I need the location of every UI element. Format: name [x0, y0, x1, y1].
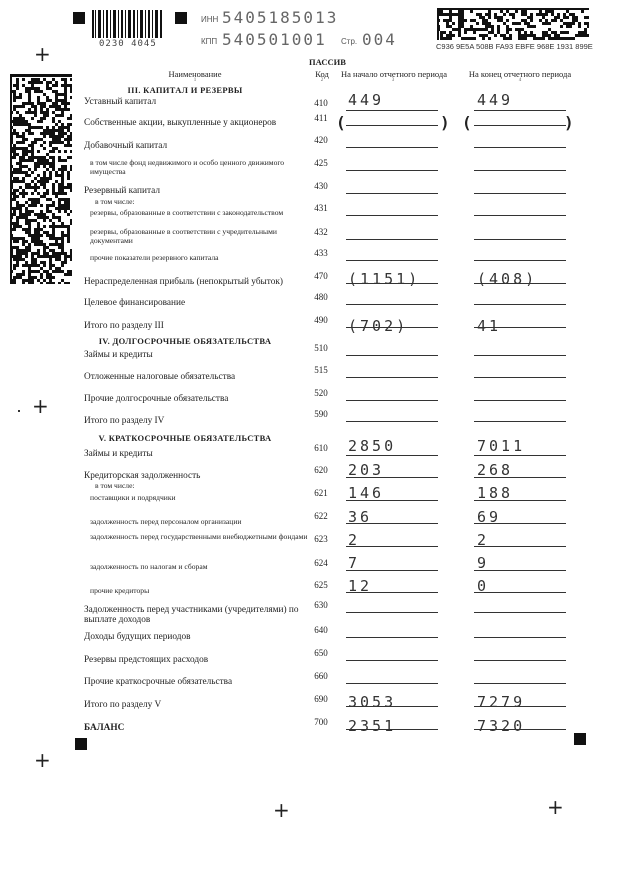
- row-code: 470: [314, 271, 328, 281]
- row-code: 433: [314, 248, 328, 258]
- start-value-underline: [346, 110, 438, 111]
- start-value-underline: [346, 125, 438, 126]
- row-code: 650: [314, 648, 328, 658]
- row-label: в том числе:: [95, 481, 135, 490]
- start-value: 12: [348, 577, 373, 595]
- row-code: 480: [314, 292, 328, 302]
- registration-marker-bottom-left: [75, 738, 87, 750]
- datamatrix-barcode-icon: [437, 8, 589, 40]
- crosshair-mark: +: [32, 394, 49, 418]
- form-code: 0230 4045: [99, 39, 157, 49]
- end-value-underline: [474, 260, 566, 261]
- row-code: 490: [314, 315, 328, 325]
- row-label: Уставный капитал: [84, 97, 157, 107]
- end-value: 7320: [477, 717, 526, 735]
- crosshair-mark: +: [547, 795, 564, 819]
- start-value-underline: [346, 683, 438, 684]
- registration-marker-top-middle: [175, 12, 187, 24]
- start-value-underline: [346, 377, 438, 378]
- start-value: 36: [348, 508, 373, 526]
- col-code-num: 2: [320, 78, 324, 83]
- end-value-underline: [474, 215, 566, 216]
- end-value-underline: [474, 683, 566, 684]
- end-value: 69: [477, 508, 502, 526]
- start-value: (1151): [348, 270, 421, 288]
- end-value-underline: [474, 455, 566, 456]
- row-label: резервы, образованные в соответствии с законодательством: [90, 208, 284, 217]
- start-value-underline: [346, 660, 438, 661]
- row-code: 640: [314, 625, 328, 635]
- end-value: 188: [477, 484, 514, 502]
- col-name-header: Наименование: [168, 69, 222, 79]
- end-value-underline: [474, 355, 566, 356]
- page-label: Стр.: [341, 37, 358, 46]
- start-value-underline: [346, 147, 438, 148]
- start-value: 203: [348, 461, 385, 479]
- crosshair-mark: +: [273, 798, 290, 822]
- col-start-num: 3: [391, 78, 395, 83]
- start-value-underline: [346, 355, 438, 356]
- start-value: 146: [348, 484, 385, 502]
- end-value-underline: [474, 304, 566, 305]
- document-hash: C936 9E5A 508B FA93 EBFE 968E 1931 899E: [436, 42, 593, 51]
- row-label: Целевое финансирование: [84, 298, 186, 308]
- vertical-barcode-icon: [10, 74, 72, 284]
- row-code: 431: [314, 203, 328, 213]
- row-label: БАЛАНС: [84, 723, 125, 733]
- row-label: Прочие долгосрочные обязательства: [84, 394, 229, 404]
- end-value-underline: [474, 125, 566, 126]
- row-code: 621: [314, 488, 328, 498]
- row-code: 410: [314, 98, 328, 108]
- row-code: 520: [314, 388, 328, 398]
- start-value: (702): [348, 317, 409, 335]
- row-code: 515: [314, 365, 328, 375]
- section-title: ПАССИВ: [309, 57, 346, 67]
- row-label: Итого по разделу III: [84, 321, 164, 331]
- row-code: 623: [314, 534, 328, 544]
- start-value-underline: [346, 304, 438, 305]
- end-value-underline: [474, 110, 566, 111]
- section-heading: IV. ДОЛГОСРОЧНЫЕ ОБЯЗАТЕЛЬСТВА: [98, 336, 272, 346]
- row-label: Добавочный капитал: [84, 141, 168, 151]
- col-end-header: На конец отчетного периода: [468, 69, 572, 79]
- parenthesis-mark: (: [336, 113, 346, 132]
- row-label: поставщики и подрядчики: [90, 493, 176, 502]
- row-label: в том числе фонд недвижимого и особо ценного движимого имущества: [90, 158, 285, 176]
- section-heading: V. КРАТКОСРОЧНЫЕ ОБЯЗАТЕЛЬСТВА: [98, 433, 272, 443]
- registration-marker-bottom-right: [574, 733, 586, 745]
- row-label: Итого по разделу V: [84, 700, 162, 710]
- start-value-underline: [346, 193, 438, 194]
- crosshair-mark: +: [34, 748, 51, 772]
- end-value-underline: [474, 660, 566, 661]
- end-value: 268: [477, 461, 514, 479]
- end-value-underline: [474, 239, 566, 240]
- row-label: Займы и кредиты: [84, 449, 153, 459]
- row-label: Займы и кредиты: [84, 350, 153, 360]
- end-value-underline: [474, 421, 566, 422]
- registration-marker-top-left: [73, 12, 85, 24]
- barcode-icon: [92, 10, 162, 38]
- row-code: 624: [314, 558, 328, 568]
- row-label: прочие кредиторы: [90, 586, 150, 595]
- start-value: 3053: [348, 693, 397, 711]
- start-value-underline: [346, 239, 438, 240]
- row-code: 430: [314, 181, 328, 191]
- inn-label: ИНН: [201, 15, 219, 24]
- dot-mark: [18, 410, 20, 412]
- col-end-num: 4: [518, 78, 522, 83]
- end-value-underline: [474, 193, 566, 194]
- start-value-underline: [346, 455, 438, 456]
- row-label: Собственные акции, выкупленные у акционеров: [84, 118, 277, 128]
- parenthesis-mark: ): [564, 113, 574, 132]
- start-value: 2351: [348, 717, 397, 735]
- row-label: Нераспределенная прибыль (непокрытый убыток): [84, 277, 283, 287]
- row-label: Итого по разделу IV: [84, 416, 165, 426]
- row-label: Прочие краткосрочные обязательства: [84, 677, 233, 687]
- end-value-underline: [474, 170, 566, 171]
- end-value: 2: [477, 531, 490, 549]
- row-code: 700: [314, 717, 328, 727]
- row-code: 620: [314, 465, 328, 475]
- inn-value: 5405185013: [222, 8, 339, 27]
- start-value: 449: [348, 91, 385, 109]
- row-code: 510: [314, 343, 328, 353]
- row-code: 411: [314, 113, 328, 123]
- start-value: 2850: [348, 437, 397, 455]
- row-label: задолженность перед персоналом организации: [90, 517, 242, 526]
- row-code: 610: [314, 443, 328, 453]
- start-value-underline: [346, 421, 438, 422]
- row-label: Резервный капитал: [84, 186, 161, 196]
- row-code: 690: [314, 694, 328, 704]
- end-value: 7279: [477, 693, 526, 711]
- start-value-underline: [346, 170, 438, 171]
- start-value: 7: [348, 554, 361, 572]
- row-code: 625: [314, 580, 328, 590]
- section-heading: III. КАПИТАЛ И РЕЗЕРВЫ: [127, 85, 243, 95]
- end-value: 449: [477, 91, 514, 109]
- row-label: задолженность перед государственными внебюджетными фондами: [90, 532, 308, 541]
- row-label: Отложенные налоговые обязательства: [84, 372, 236, 382]
- row-code: 622: [314, 511, 328, 521]
- parenthesis-mark: (: [462, 113, 472, 132]
- row-code: 630: [314, 600, 328, 610]
- end-value-underline: [474, 147, 566, 148]
- row-label: прочие показатели резервного капитала: [90, 253, 219, 262]
- start-value-underline: [346, 612, 438, 613]
- kpp-value: 540501001: [222, 30, 327, 49]
- row-label: Задолженность перед участниками (учредителями) по выплате доходов: [84, 605, 299, 625]
- start-value-underline: [346, 260, 438, 261]
- row-label: резервы, образованные в соответствии с учредительными документами: [90, 227, 277, 245]
- row-label: Кредиторская задолженность: [84, 471, 201, 481]
- row-code: 425: [314, 158, 328, 168]
- kpp-label: КПП: [201, 37, 218, 46]
- end-value: (408): [477, 270, 538, 288]
- row-label: Резервы предстоящих расходов: [84, 655, 209, 665]
- end-value: 7011: [477, 437, 526, 455]
- col-start-header: На начало отчетного периода: [340, 69, 448, 79]
- start-value-underline: [346, 637, 438, 638]
- end-value-underline: [474, 637, 566, 638]
- row-code: 590: [314, 409, 328, 419]
- end-value-underline: [474, 400, 566, 401]
- col-name-num: 1: [193, 78, 197, 83]
- row-code: 432: [314, 227, 328, 237]
- end-value: 41: [477, 317, 502, 335]
- start-value: 2: [348, 531, 361, 549]
- end-value: 9: [477, 554, 490, 572]
- row-code: 420: [314, 135, 328, 145]
- row-code: 660: [314, 671, 328, 681]
- crosshair-mark: +: [34, 42, 51, 66]
- start-value-underline: [346, 400, 438, 401]
- row-label: задолженность по налогам и сборам: [90, 562, 208, 571]
- row-label: в том числе:: [95, 197, 135, 206]
- end-value: 0: [477, 577, 490, 595]
- end-value-underline: [474, 612, 566, 613]
- row-label: Доходы будущих периодов: [84, 632, 191, 642]
- col-code-header: Код: [315, 69, 329, 79]
- parenthesis-mark: ): [440, 113, 450, 132]
- page-number: 004: [362, 30, 397, 49]
- end-value-underline: [474, 377, 566, 378]
- start-value-underline: [346, 215, 438, 216]
